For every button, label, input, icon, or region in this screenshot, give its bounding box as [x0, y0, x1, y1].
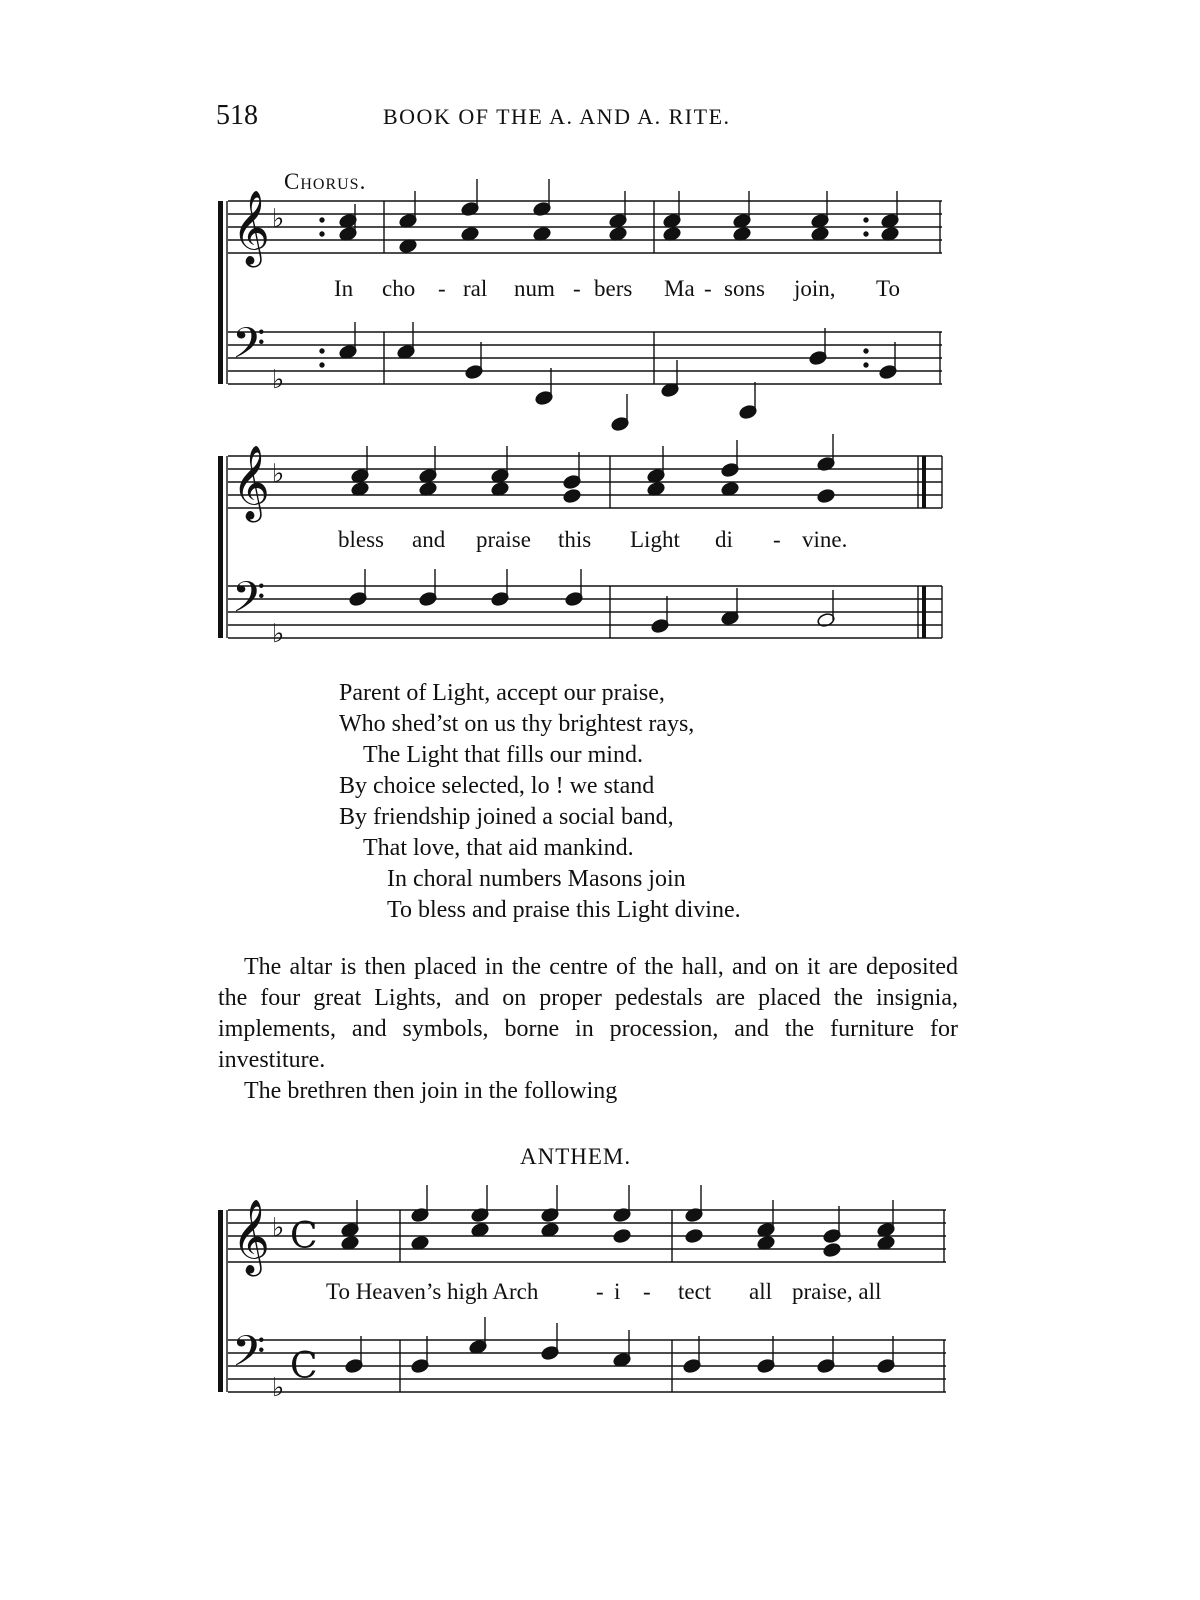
- note-head: [817, 488, 836, 504]
- lyric-syllable: To Heaven’s high Arch: [326, 1279, 539, 1304]
- flat-icon: ♭: [272, 1213, 285, 1243]
- flat-icon: ♭: [272, 459, 285, 489]
- paragraph-altar: The altar is then placed in the centre of the hall, and on it are deposited the four great Lights, and on proper pedestals are placed the insignia, implements, and symbols, borne in procession, and the furniture for investiture.: [218, 954, 958, 1073]
- flat-icon: ♭: [272, 365, 285, 395]
- repeat-dot: [864, 363, 868, 367]
- lyric-syllable: and: [412, 527, 446, 552]
- system-bracket: [218, 456, 223, 638]
- lyric-syllable: vine.: [802, 527, 848, 552]
- repeat-dot: [864, 232, 868, 236]
- verse-line: To bless and praise this Light divine.: [387, 897, 741, 923]
- lyric-syllable: -: [643, 1279, 651, 1304]
- system-bracket: [218, 1210, 223, 1392]
- repeat-dot: [864, 349, 868, 353]
- lyric-syllable: bers: [594, 276, 633, 301]
- verse-line: In choral numbers Masons join: [387, 866, 686, 892]
- lyric-syllable: join,: [794, 276, 836, 301]
- verse-line: The Light that fills our mind.: [363, 742, 643, 768]
- lyric-syllable: -: [438, 276, 446, 301]
- lyric-syllable: sons: [724, 276, 765, 301]
- repeat-dot: [320, 232, 324, 236]
- repeat-dot: [864, 218, 868, 222]
- verse-line: Parent of Light, accept our praise,: [339, 680, 665, 706]
- lyric-syllable: di: [715, 527, 733, 552]
- lyric-syllable: bless: [338, 527, 384, 552]
- system-bracket: [218, 201, 223, 384]
- verse-line: By friendship joined a social band,: [339, 804, 674, 830]
- verse-line: That love, that aid mankind.: [363, 835, 634, 861]
- lyric-syllable: In: [334, 276, 354, 301]
- bass-clef-icon: 𝄢: [232, 1327, 266, 1387]
- page-number: 518: [216, 100, 258, 131]
- lyric-syllable: praise: [476, 527, 531, 552]
- body-text: [218, 952, 958, 1107]
- lyric-syllable: this: [558, 527, 592, 552]
- verse-line: Who shed’st on us thy brightest rays,: [339, 711, 695, 737]
- lyric-syllable: all: [749, 1279, 772, 1304]
- lyric-syllable: Ma: [664, 276, 695, 301]
- lyric-syllable: cho: [382, 276, 416, 301]
- running-head: BOOK OF THE A. AND A. RITE.: [383, 104, 731, 129]
- lyric-syllable: -: [573, 276, 581, 301]
- common-time-icon: C: [290, 1346, 318, 1387]
- repeat-dot: [320, 349, 324, 353]
- repeat-dot: [320, 363, 324, 367]
- treble-clef-icon: 𝄞: [232, 191, 270, 265]
- chorus-label: Chorus.: [284, 169, 367, 194]
- lyric-syllable: i: [614, 1279, 621, 1304]
- note-head: [685, 1228, 704, 1244]
- note-head: [613, 1228, 632, 1244]
- lyric-syllable: tect: [678, 1279, 712, 1304]
- lyric-syllable: -: [773, 527, 781, 552]
- treble-clef-icon: 𝄞: [232, 446, 270, 520]
- bass-clef-icon: 𝄢: [232, 319, 266, 379]
- note-head: [563, 488, 582, 504]
- bass-clef-icon: 𝄢: [232, 573, 266, 633]
- flat-icon: ♭: [272, 619, 285, 649]
- lyric-syllable: praise, all: [792, 1279, 882, 1304]
- verse-line: By choice selected, lo ! we stand: [339, 773, 655, 799]
- anthem-label: ANTHEM.: [520, 1144, 632, 1169]
- treble-clef-icon: 𝄞: [232, 1200, 270, 1274]
- lyric-syllable: num: [514, 276, 555, 301]
- paragraph-brethren: The brethren then join in the following: [244, 1078, 618, 1104]
- lyric-syllable: -: [704, 276, 712, 301]
- common-time-icon: C: [290, 1216, 318, 1257]
- note-head: [823, 1242, 842, 1258]
- lyric-syllable: To: [876, 276, 900, 301]
- repeat-dot: [320, 218, 324, 222]
- flat-icon: ♭: [272, 1373, 285, 1403]
- lyric-syllable: -: [596, 1279, 604, 1304]
- lyric-syllable: ral: [463, 276, 488, 301]
- hymn-verse: [339, 678, 741, 926]
- lyric-syllable: Light: [630, 527, 680, 552]
- flat-icon: ♭: [272, 204, 285, 234]
